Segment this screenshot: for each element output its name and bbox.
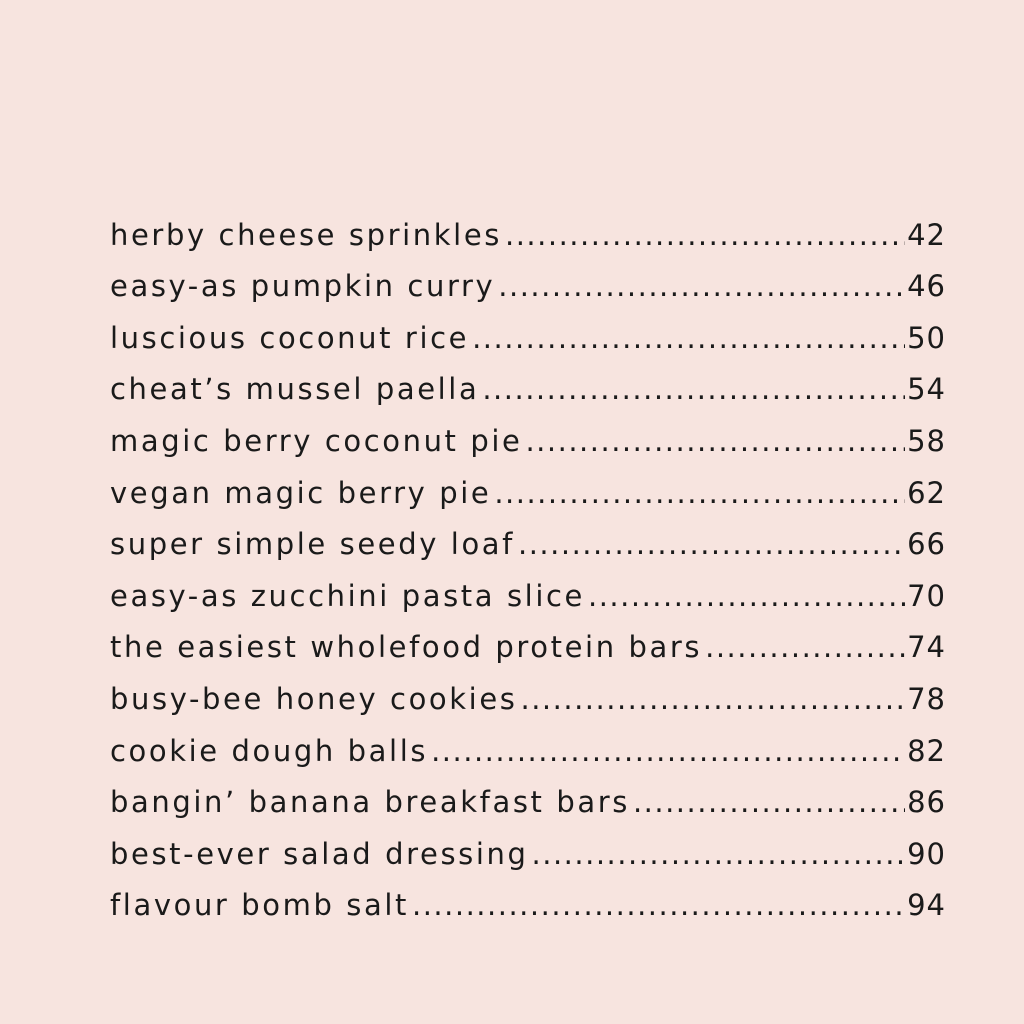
dot-leader: [472, 324, 905, 353]
dot-leader: [705, 633, 905, 662]
dot-leader: [532, 840, 906, 869]
toc-entry-page: 82: [907, 733, 946, 768]
toc-entry-page: 86: [907, 785, 946, 820]
dot-leader: [520, 685, 905, 714]
toc-entry: [110, 404, 946, 456]
toc-entry-page: 50: [907, 320, 946, 355]
dot-leader: [525, 427, 905, 456]
toc-entry-page: 62: [907, 475, 946, 510]
toc-entry-page: 70: [907, 578, 946, 613]
table-of-contents: [110, 198, 946, 923]
toc-entry: [110, 250, 946, 302]
toc-entry: [110, 559, 946, 611]
dot-leader: [518, 530, 905, 559]
dot-leader: [505, 221, 905, 250]
toc-entry-title: best-ever salad dressing: [110, 836, 529, 871]
toc-entry: [110, 714, 946, 766]
dot-leader: [494, 479, 905, 508]
toc-entry-page: 46: [907, 269, 946, 304]
toc-entry-page: 74: [907, 630, 946, 665]
toc-entry-title: herby cheese sprinkles: [110, 217, 502, 252]
dot-leader: [498, 272, 905, 301]
toc-entry-title: easy-as zucchini pasta slice: [110, 578, 585, 613]
toc-entry-title: busy-bee honey cookies: [110, 681, 518, 716]
toc-entry: [110, 869, 946, 921]
toc-entry: [110, 766, 946, 818]
dot-leader: [431, 737, 905, 766]
toc-entry-page: 58: [907, 423, 946, 458]
toc-entry-page: 78: [907, 681, 946, 716]
toc-entry-title: easy-as pumpkin curry: [110, 269, 496, 304]
toc-entry: [110, 817, 946, 869]
toc-entry: [110, 662, 946, 714]
toc-entry-title: flavour bomb salt: [110, 888, 409, 923]
toc-entry-page: 90: [907, 836, 946, 871]
toc-entry: [110, 611, 946, 663]
toc-entry: [110, 508, 946, 560]
toc-entry-title: super simple seedy loaf: [110, 527, 515, 562]
toc-entry-page: 42: [907, 217, 946, 252]
toc-entry: [110, 456, 946, 508]
toc-entry-page: 94: [907, 888, 946, 923]
dot-leader: [412, 891, 905, 920]
dot-leader: [588, 582, 905, 611]
dot-leader: [633, 788, 905, 817]
toc-entry-title: vegan magic berry pie: [110, 475, 492, 510]
toc-entry-title: magic berry coconut pie: [110, 423, 523, 458]
toc-entry: [110, 198, 946, 250]
toc-entry-title: cookie dough balls: [110, 733, 429, 768]
dot-leader: [482, 375, 905, 404]
toc-entry: [110, 301, 946, 353]
toc-entry-page: 66: [907, 527, 946, 562]
toc-entry: [110, 353, 946, 405]
toc-entry-title: luscious coconut rice: [110, 320, 470, 355]
toc-entry-title: cheat’s mussel paella: [110, 372, 480, 407]
toc-entry-title: the easiest wholefood protein bars: [110, 630, 703, 665]
toc-entry-page: 54: [907, 372, 946, 407]
toc-entry-title: bangin’ banana breakfast bars: [110, 785, 630, 820]
